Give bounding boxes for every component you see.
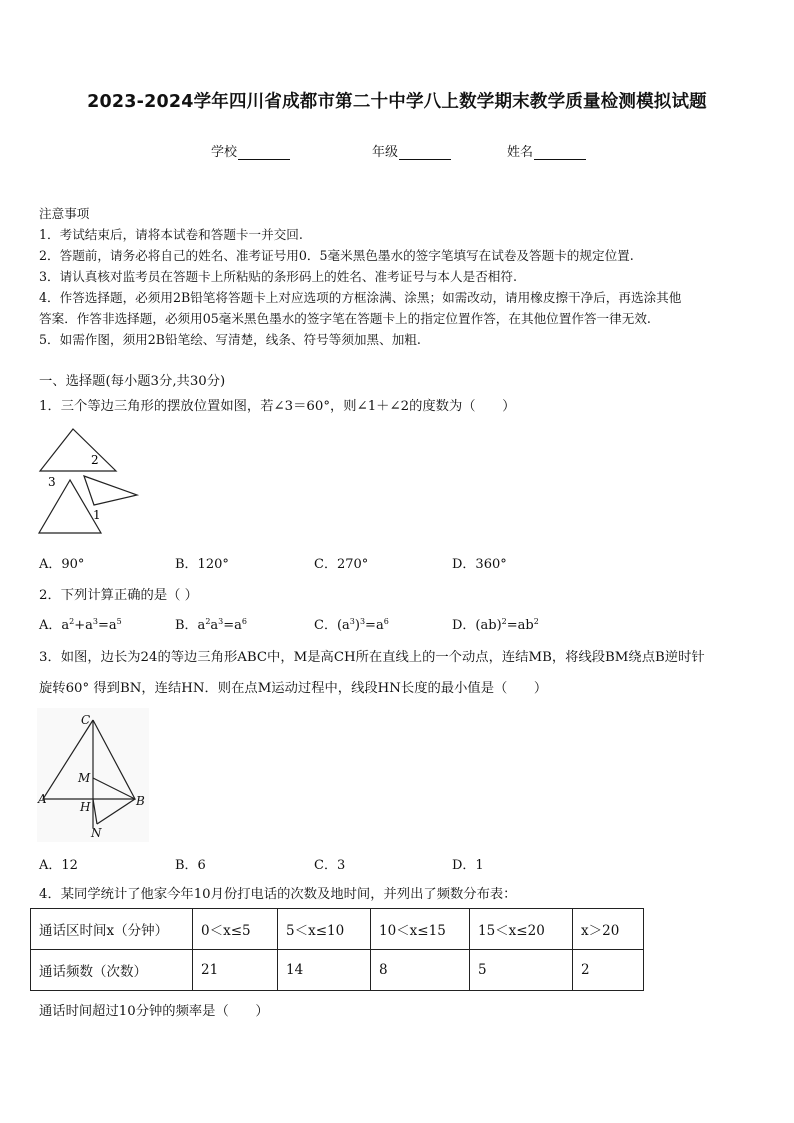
note-item: 4．作答选择题，必须用2B铅笔将答题卡上对应选项的方框涂满、涂黑；如需改动，请用橡皮擦干净后，再选涂其他 [39, 290, 682, 305]
name-field [507, 141, 586, 160]
q1-option-c: C．270° [314, 557, 369, 572]
grade-label: 年级 [372, 145, 399, 160]
note-item: 2．答题前，请务必将自己的姓名、准考证号用0．5毫米黑色墨水的签字笔填写在试卷及答题卡的规定位置. [39, 248, 634, 263]
table-row [31, 950, 644, 991]
q2-option-c: C．$(a^3)^3=a^6$ [314, 617, 389, 633]
school-field [211, 141, 290, 160]
school-label: 学校 [211, 145, 238, 160]
q1-option-b: B．120° [175, 557, 229, 572]
question-3-line-1: 3．如图，边长为24的等边三角形ABC中，M是高CH所在直线上的一个动点，连结MB，将线段BM绕点B逆时针 [39, 650, 705, 665]
point-label-c: C [81, 713, 91, 727]
table-cell: 5 [470, 950, 573, 991]
angle-label-3: 3 [48, 475, 56, 489]
angle-label-2: 2 [91, 453, 99, 467]
table-cell: 2 [573, 950, 644, 991]
q1-option-d: D．360° [452, 557, 507, 572]
table-cell: 5＜x≤10 [278, 909, 371, 950]
note-item: 3．请认真核对监考员在答题卡上所粘贴的条形码上的姓名、准考证号与本人是否相符. [39, 269, 517, 284]
q3-option-d: D．1 [452, 858, 484, 873]
q2-option-b: B．$a^2a^3=a^6$ [175, 617, 248, 633]
note-item: 1．考试结束后，请将本试卷和答题卡一并交回. [39, 227, 303, 242]
point-label-a: A [38, 792, 47, 806]
page-title: 2023-2024学年四川省成都市第二十中学八上数学期末教学质量检测模拟试题 [87, 92, 707, 112]
table-row-header: 通话区时间x（分钟） [31, 909, 193, 950]
question-2-text: 2．下列计算正确的是（ ） [39, 588, 198, 603]
table-row [31, 909, 644, 950]
point-label-m: M [78, 771, 91, 785]
angle-label-1: 1 [93, 508, 101, 522]
question-4-text: 4．某同学统计了他家今年10月份打电话的次数及地时间，并列出了频数分布表： [39, 887, 517, 902]
q3-option-a: A．12 [39, 858, 78, 873]
q3-option-c: C．3 [314, 858, 346, 873]
table-cell: x＞20 [573, 909, 644, 950]
q3-triangle-figure [37, 708, 149, 842]
q1-triangles-figure [37, 425, 141, 537]
notes-heading: 注意事项 [39, 206, 90, 221]
name-label: 姓名 [507, 145, 534, 160]
question-1-text: 1．三个等边三角形的摆放位置如图，若∠3＝60°，则∠1＋∠2的度数为（ ） [39, 399, 516, 414]
point-label-h: H [80, 800, 91, 814]
table-cell: 0＜x≤5 [193, 909, 278, 950]
table-cell: 15＜x≤20 [470, 909, 573, 950]
note-item: 答案．作答非选择题，必须用05毫米黑色墨水的签字笔在答题卡上的指定位置作答，在其他位置作答一律无效. [39, 311, 651, 326]
table-cell: 21 [193, 950, 278, 991]
table-row-header: 通话频数（次数） [31, 950, 193, 991]
table-cell: 14 [278, 950, 371, 991]
point-label-n: N [91, 826, 102, 840]
grade-field [372, 141, 451, 160]
question-4-subquestion: 通话时间超过10分钟的频率是（ ） [39, 1004, 269, 1019]
q2-option-d: D．$(ab)^2=ab^2$ [452, 617, 539, 633]
q1-option-a: A．90° [39, 557, 85, 572]
section-heading: 一、选择题(每小题3分,共30分) [39, 374, 226, 389]
frequency-table [30, 908, 644, 991]
question-3-line-2: 旋转60° 得到BN，连结HN．则在点M运动过程中，线段HN长度的最小值是（ ） [39, 681, 548, 696]
point-label-b: B [136, 794, 145, 808]
note-item: 5．如需作图，须用2B铅笔绘、写清楚，线条、符号等须加黑、加粗. [39, 332, 421, 347]
q2-option-a: A．$a^2+a^3=a^5$ [39, 617, 122, 633]
q3-option-b: B．6 [175, 858, 206, 873]
table-cell: 8 [371, 950, 470, 991]
table-cell: 10＜x≤15 [371, 909, 470, 950]
